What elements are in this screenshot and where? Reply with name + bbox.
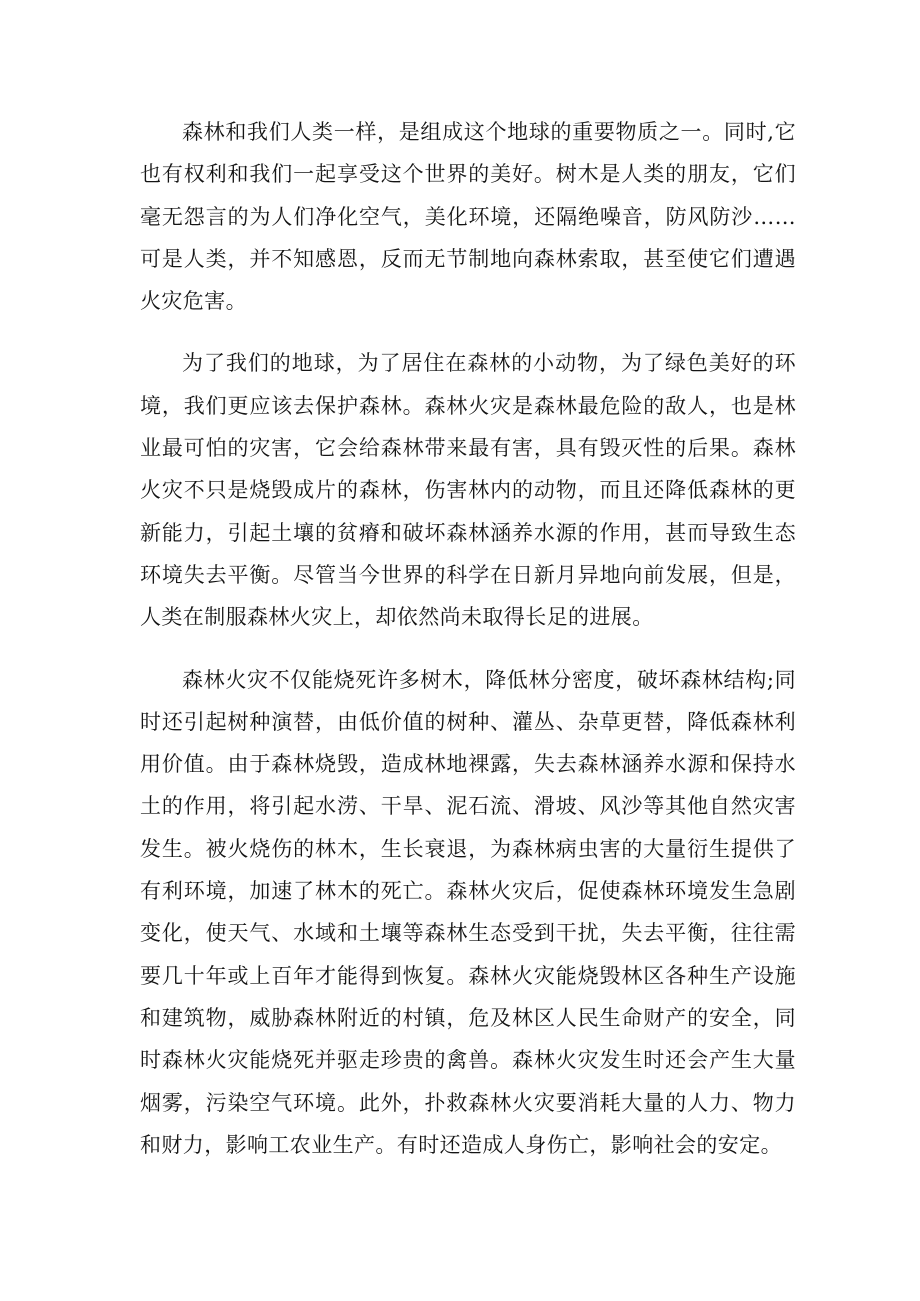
paragraph-2: 为了我们的地球，为了居住在森林的小动物，为了绿色美好的环境，我们更应该去保护森林。森林火灾是森林最危险的敌人，也是林业最可怕的灾害，它会给森林带来最有害，具有毁灭性的后果。森林火灾不只是烧毁成片的森林，伤害林内的动物，而且还降低森林的更新能力，引起土壤的贫瘠和破坏森林涵养水源的作用，甚而导致生态环境失去平衡。尽管当今世界的科学在日新月异地向前发展，但是，人类在制服森林火灾上，却依然尚未取得长足的进展。	[140, 351, 796, 630]
document-body	[140, 111, 796, 1166]
paragraph-3: 森林火灾不仅能烧死许多树木，降低林分密度，破坏森林结构;同时还引起树种演替，由低价值的树种、灌丛、杂草更替，降低森林利用价值。由于森林烧毁，造成林地裸露，失去森林涵养水源和保持水土的作用，将引起水涝、干旱、泥石流、滑坡、风沙等其他自然灾害发生。被火烧伤的林木，生长衰退，为森林病虫害的大量衍生提供了有利环境，加速了林木的死亡。森林火灾后，促使森林环境发生急剧变化，使天气、水域和土壤等森林生态受到干扰，失去平衡，往往需要几十年或上百年才能得到恢复。森林火灾能烧毁林区各种生产设施和建筑物，威胁森林附近的村镇，危及林区人民生命财产的安全，同时森林火灾能烧死并驱走珍贵的禽兽。森林火灾发生时还会产生大量烟雾，污染空气环境。此外，扑救森林火灾要消耗大量的人力、物力和财力，影响工农业生产。有时还造成人身伤亡，影响社会的安定。	[140, 667, 796, 1157]
paragraph-1: 森林和我们人类一样，是组成这个地球的重要物质之一。同时,它也有权利和我们一起享受这个世界的美好。树木是人类的朋友，它们毫无怨言的为人们净化空气，美化环境，还隔绝噪音，防风防沙……可是人类，并不知感恩，反而无节制地向森林索取，甚至使它们遭遇火灾危害。	[140, 120, 796, 314]
